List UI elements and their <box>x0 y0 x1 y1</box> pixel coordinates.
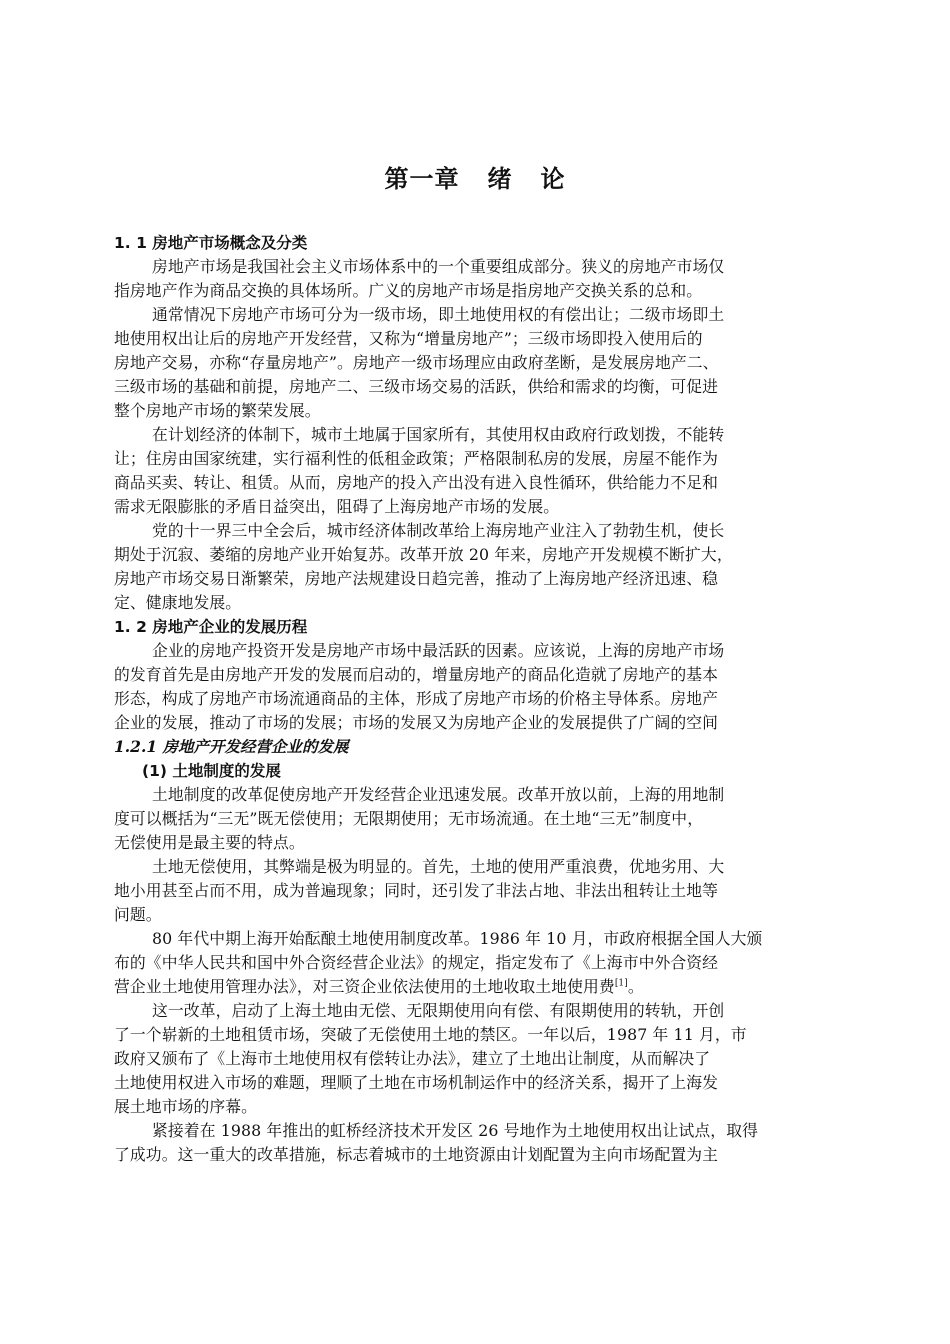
text-line: 地使用权出让后的房地产开发经营，又称为“增量房地产”；三级市场即投入使用后的 <box>114 329 703 348</box>
text-line: 通常情况下房地产市场可分为一级市场，即土地使用权的有偿出让；二级市场即土 <box>152 305 725 324</box>
text-line: 土地无偿使用，其弊端是极为明显的。首先，土地的使用严重浪费，优地劣用、大 <box>152 857 725 876</box>
text-line: 土地使用权进入市场的难题，理顺了土地在市场机制运作中的经济关系，揭开了上海发 <box>114 1073 719 1092</box>
text-line: 期处于沉寂、萎缩的房地产业开始复苏。改革开放 20 年来，房地产开发规模不断扩大， <box>114 545 733 564</box>
chapter-title-part-2: 绪 <box>487 165 513 193</box>
text-line: 地小用甚至占而不用，成为普遍现象；同时，还引发了非法占地、非法出租转让土地等 <box>114 881 719 900</box>
text-line: 三级市场的基础和前提，房地产二、三级市场交易的活跃，供给和需求的均衡，可促进 <box>114 377 719 396</box>
text-line: 让；住房由国家统建，实行福利性的低租金政策；严格限制私房的发展，房屋不能作为 <box>114 449 719 468</box>
text-line: 商品买卖、转让、租赁。从而，房地产的投入产出没有进入良性循环，供给能力不足和 <box>114 473 719 492</box>
text-line: 房地产市场是我国社会主义市场体系中的一个重要组成部分。狭义的房地产市场仅 <box>152 257 725 276</box>
text-line: 土地制度的改革促使房地产开发经营企业迅速发展。改革开放以前，上海的用地制 <box>152 785 725 804</box>
text-line: 党的十一界三中全会后，城市经济体制改革给上海房地产业注入了勃勃生机，使长 <box>152 521 725 540</box>
citation-ref: [1] <box>614 978 628 989</box>
paragraph <box>114 519 862 615</box>
item-heading: (1) 土地制度的发展 <box>142 762 281 780</box>
body-text <box>114 231 862 1167</box>
text-line: 房地产交易，亦称“存量房地产”。房地产一级市场理应由政府垄断，是发展房地产二、 <box>114 353 719 372</box>
text-line: 指房地产作为商品交换的具体场所。广义的房地产市场是指房地产交换关系的总和。 <box>114 281 703 300</box>
text-line-content: 营企业土地使用管理办法》，对三资企业依法使用的土地收取土地使用费 <box>114 977 615 996</box>
chapter-title-part-3: 论 <box>540 165 566 193</box>
chapter-title-part-1: 第一章 <box>384 165 460 193</box>
text-line: 政府又颁布了《上海市土地使用权有偿转让办法》，建立了土地出让制度，从而解决了 <box>114 1049 711 1068</box>
subsection-heading-1-2-1: 1.2.1 房地产开发经营企业的发展 <box>114 737 349 756</box>
text-line: 的发育首先是由房地产开发的发展而启动的，增量房地产的商品化造就了房地产的基本 <box>114 665 719 684</box>
text-line: 展土地市场的序幕。 <box>114 1097 258 1116</box>
text-line: 这一改革，启动了上海土地由无偿、无限期使用向有偿、有限期使用的转轨，开创 <box>152 1001 725 1020</box>
paragraph <box>114 303 862 423</box>
text-line: 在计划经济的体制下，城市土地属于国家所有，其使用权由政府行政划拨，不能转 <box>152 425 725 444</box>
text-line: 了成功。这一重大的改革措施，标志着城市的土地资源由计划配置为主向市场配置为主 <box>114 1145 719 1164</box>
text-line: 度可以概括为“三无”既无偿使用；无限期使用；无市场流通。在土地“三无”制度中， <box>114 809 704 828</box>
text-line: 布的《中华人民共和国中外合资经营企业法》的规定，指定发布了《上海市中外合资经 <box>114 953 719 972</box>
paragraph <box>114 855 862 927</box>
line-end-punct: 。 <box>627 977 644 996</box>
chapter-title <box>0 162 950 196</box>
text-line: 定、健康地发展。 <box>114 593 242 612</box>
text-line: 了一个崭新的土地租赁市场，突破了无偿使用土地的禁区。一年以后，1987 年 11 月，市 <box>114 1025 747 1044</box>
text-line: 需求无限膨胀的矛盾日益突出，阻碍了上海房地产市场的发展。 <box>114 497 560 516</box>
paragraph <box>114 639 862 735</box>
text-line: 房地产市场交易日渐繁荣，房地产法规建设日趋完善，推动了上海房地产经济迅速、稳 <box>114 569 719 588</box>
paragraph <box>114 1119 862 1167</box>
text-line: 企业的房地产投资开发是房地产市场中最活跃的因素。应该说，上海的房地产市场 <box>152 641 725 660</box>
paragraph <box>114 927 862 999</box>
paragraph <box>114 423 862 519</box>
paragraph <box>114 255 862 303</box>
text-line: 无偿使用是最主要的特点。 <box>114 833 305 852</box>
text-line: 紧接着在 1988 年推出的虹桥经济技术开发区 26 号地作为土地使用权出让试点，取得 <box>152 1121 758 1140</box>
text-line: 问题。 <box>114 905 162 924</box>
section-heading-1-2: 1. 2 房地产企业的发展历程 <box>114 618 308 636</box>
text-line: 80 年代中期上海开始酝酿土地使用制度改革。1986 年 10 月，市政府根据全国人大颁 <box>152 929 763 948</box>
text-line <box>114 975 862 999</box>
paragraph <box>114 999 862 1119</box>
text-line: 形态，构成了房地产市场流通商品的主体，形成了房地产市场的价格主导体系。房地产 <box>114 689 719 708</box>
text-line: 整个房地产市场的繁荣发展。 <box>114 401 321 420</box>
section-heading-1-1: 1. 1 房地产市场概念及分类 <box>114 234 308 252</box>
paragraph <box>114 783 862 855</box>
text-line: 企业的发展，推动了市场的发展；市场的发展又为房地产企业的发展提供了广阔的空间 <box>114 713 719 732</box>
